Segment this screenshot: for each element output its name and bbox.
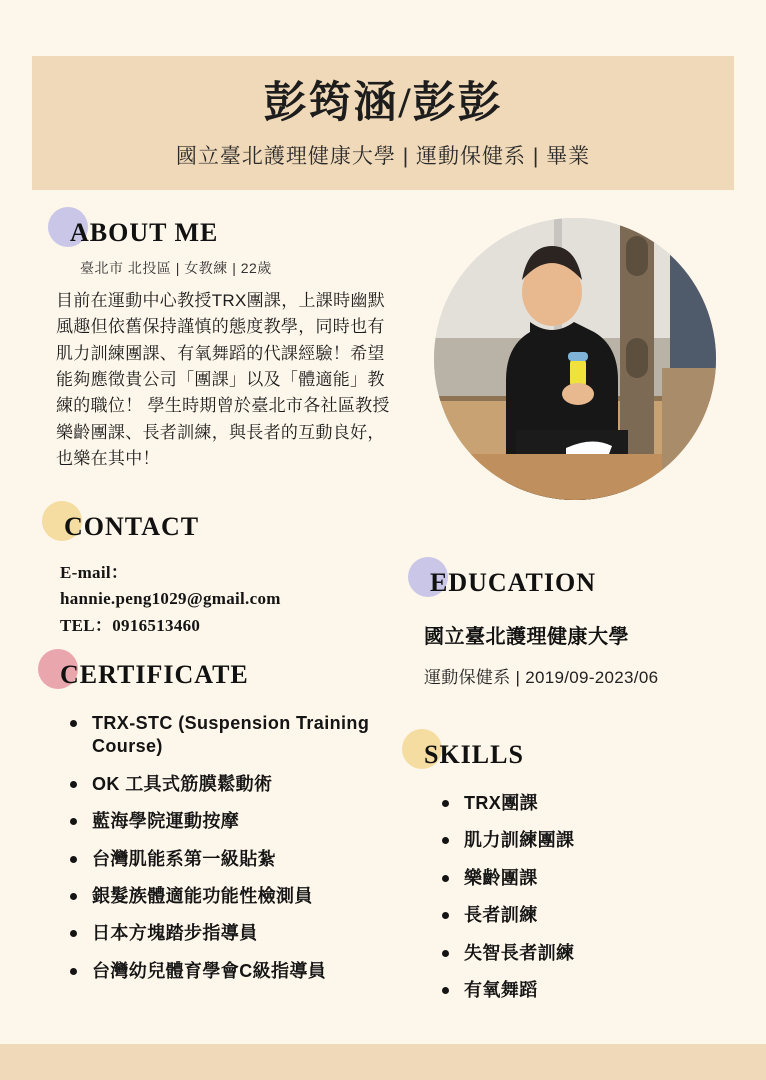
list-item: 肌力訓練團課 [440,829,730,852]
contact-heading [50,512,205,542]
avatar [434,218,716,500]
list-item: TRX-STC (Suspension Training Course) [68,712,416,759]
header-content [32,56,734,190]
contact-details [60,560,400,639]
skills-list [440,792,730,1002]
list-item: 樂齡團課 [440,867,730,890]
education-title: EDUCATION [430,568,596,597]
portrait-image [434,218,716,500]
list-item: 失智長者訓練 [440,942,730,965]
email-label: E-mail： [60,563,129,582]
section-certificate [46,660,416,997]
section-about-me [56,218,401,472]
about-me-heading [56,218,224,248]
skills-heading [410,740,530,770]
list-item: 長者訓練 [440,904,730,927]
telephone-value[interactable]: TEL：0916513460 [60,615,201,635]
list-item: 銀髮族體適能功能性檢測員 [68,885,416,908]
header-band [32,56,734,190]
about-meta: 臺北市 北投區 | 女教練 | 22歲 [80,260,272,276]
section-education [416,568,736,688]
list-item: 台灣肌能系第一級貼紮 [68,848,416,871]
skills-title: SKILLS [424,740,524,769]
list-item: OK 工具式筋膜鬆動術 [68,773,416,796]
list-item: 日本方塊踏步指導員 [68,922,416,945]
education-heading [416,568,602,598]
education-detail: 運動保健系 | 2019/09-2023/06 [424,668,659,687]
footer-band [0,1044,766,1080]
list-item: 台灣幼兒體育學會C級指導員 [68,960,416,983]
header-subtitle: 國立臺北護理健康大學 | 運動保健系 | 畢業 [175,144,591,168]
list-item: 有氧舞蹈 [440,979,730,1002]
certificate-list [68,712,416,983]
certificate-heading [46,660,255,690]
list-item: 藍海學院運動按摩 [68,810,416,833]
about-body: 目前在運動中心教授TRX團課，上課時幽默風趣但依舊保持謹慎的態度教學，同時也有肌力訓練團課、有氧舞蹈的代課經驗！希望能夠應徵貴公司「團課」以及「體適能」教練的職位！ 學生時期曾於臺北市各社區教授樂齡團課、長者訓練，與長者的互動良好，也樂在其中！ [56,291,390,469]
list-item: TRX團課 [440,792,730,815]
contact-title: CONTACT [64,512,200,541]
email-value[interactable]: hannie.peng1029@gmail.com [60,589,281,609]
section-contact [50,512,400,639]
education-school: 國立臺北護理健康大學 [424,626,629,648]
about-me-title: ABOUT ME [70,218,219,247]
section-skills [410,740,730,1016]
certificate-title: CERTIFICATE [60,660,249,689]
page-title: 彭筠涵/彭彭 [263,80,503,128]
